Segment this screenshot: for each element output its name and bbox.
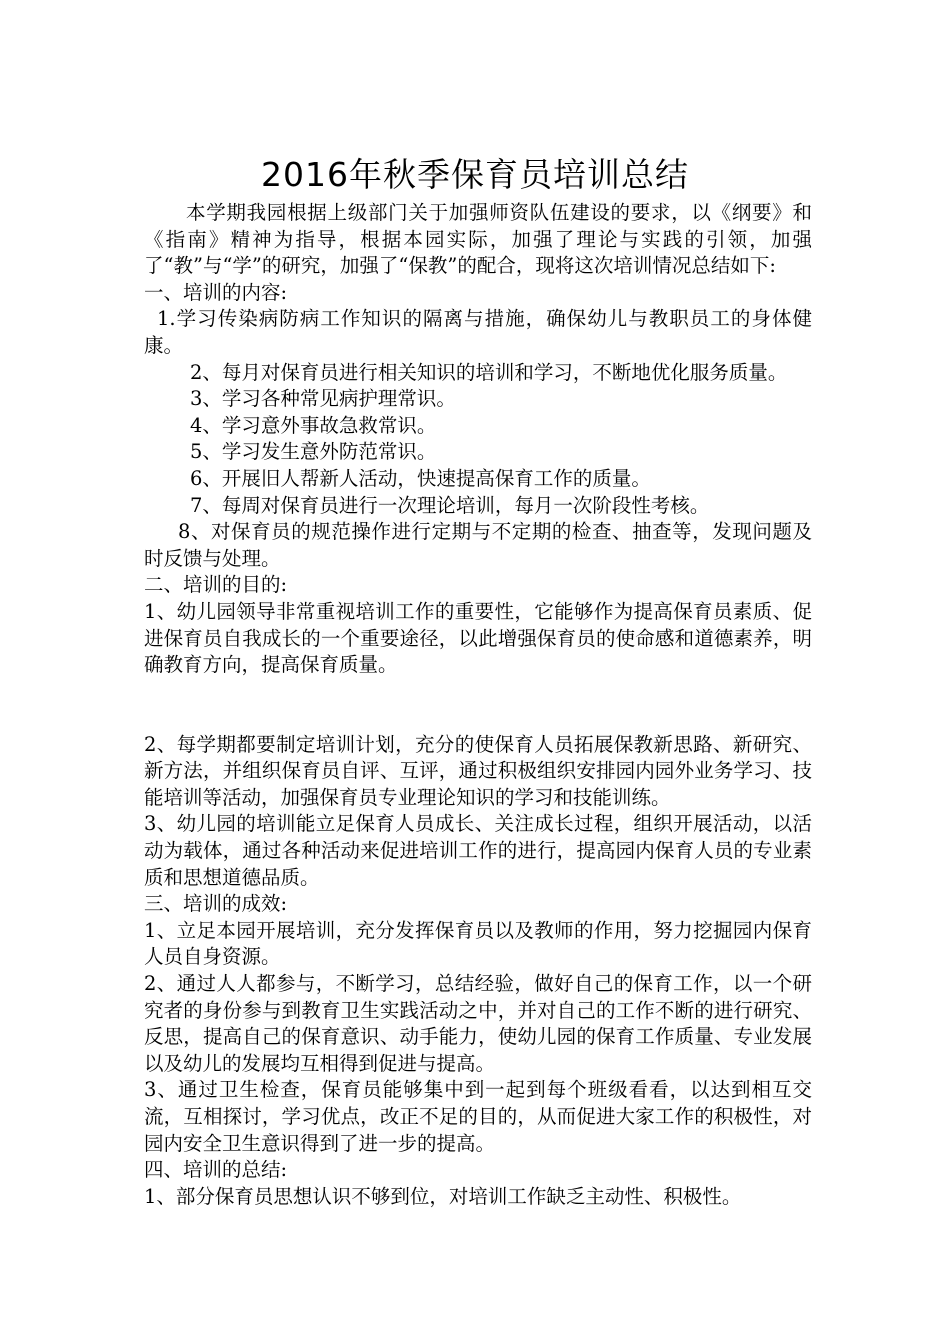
section-heading-summary: 四、培训的总结: (144, 1158, 288, 1182)
results-item-3: 3、通过卫生检查，保育员能够集中到一起到每个班级看看，以达到相互交流，互相探讨，学习优点，改正不足的目的，从而促进大家工作的积极性，对园内安全卫生意识得到了进一步的提高。 (144, 1078, 812, 1155)
summary-item-1: 1、部分保育员思想认识不够到位，对培训工作缺乏主动性、积极性。 (144, 1184, 742, 1208)
document-body (144, 200, 812, 1210)
purpose-item-1: 1、幼儿园领导非常重视培训工作的重要性，它能够作为提高保育员素质、促进保育员自我成长的一个重要途径，以此增强保育员的使命感和道德素养，明确教育方向，提高保育质量。 (144, 599, 812, 677)
purpose-item-3: 3、幼儿园的培训能立足保育人员成长、关注成长过程，组织开展活动，以活动为载体，通过各种活动来促进培训工作的进行，提高园内保育人员的专业素质和思想道德品质。 (144, 812, 812, 889)
results-item-1: 1、立足本园开展培训，充分发挥保育员以及教师的作用，努力挖掘园内保育人员自身资源。 (144, 918, 812, 969)
results-item-2: 2、通过人人都参与，不断学习，总结经验，做好自己的保育工作，以一个研究者的身份参与到教育卫生实践活动之中，并对自己的工作不断的进行研究、反思，提高自己的保育意识、动手能力，使幼儿园的保育工作质量、专业发展以及幼儿的发展均互相得到促进与提高。 (144, 972, 812, 1075)
paragraph-gap (144, 679, 812, 732)
content-item-3: 3、学习各种常见病护理常识。 (190, 387, 456, 411)
content-item-2: 2、每月对保育员进行相关知识的培训和学习，不断地优化服务质量。 (190, 360, 788, 384)
content-item-6: 6、开展旧人帮新人活动，快速提高保育工作的质量。 (190, 466, 651, 490)
content-item-7: 7、每周对保育员进行一次理论培训，每月一次阶段性考核。 (190, 493, 710, 517)
content-item-1: 1.学习传染病防病工作知识的隔离与措施，确保幼儿与教职员工的身体健康。 (144, 307, 812, 357)
content-item-8: 8、对保育员的规范操作进行定期与不定期的检查、抽查等，发现问题及时反馈与处理。 (144, 520, 812, 570)
document-title: 2016年秋季保育员培训总结 (261, 155, 689, 194)
purpose-item-2: 2、每学期都要制定培训计划，充分的使保育人员拓展保教新思路、新研究、新方法，并组织保育员自评、互评，通过积极组织安排园内园外业务学习、技能培训等活动，加强保育员专业理论知识的学习和技能训练。 (144, 732, 812, 809)
section-heading-results: 三、培训的成效: (144, 892, 288, 916)
section-heading-content: 一、培训的内容: (144, 280, 288, 304)
section-heading-purpose: 二、培训的目的: (144, 573, 288, 597)
intro-paragraph: 本学期我园根据上级部门关于加强师资队伍建设的要求，以《纲要》和《指南》精神为指导，根据本园实际，加强了理论与实践的引领，加强了“教”与“学”的研究，加强了“保教”的配合，现将这次培训情况总结如下: (144, 201, 812, 278)
content-item-5: 5、学习发生意外防范常识。 (190, 440, 437, 464)
content-item-4: 4、学习意外事故急救常识。 (190, 413, 437, 437)
